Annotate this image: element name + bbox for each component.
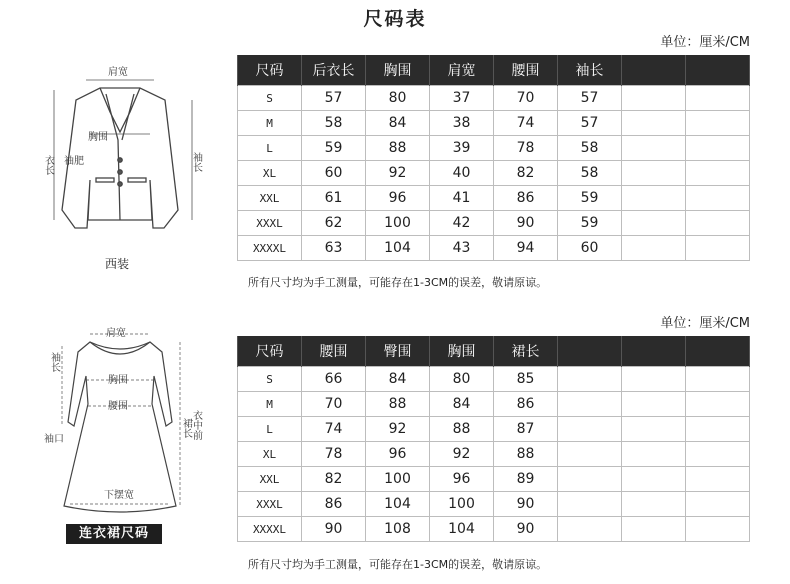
dress-waist-label: 腰围 [108, 401, 128, 412]
dress-hem-label: 下摆宽 [104, 490, 134, 501]
dress-caption: 连衣裙尺码 [66, 524, 162, 544]
dress-length-label: 裙长 [180, 418, 192, 438]
table-cell [558, 467, 622, 492]
table-cell: 90 [494, 517, 558, 542]
table-cell [686, 111, 750, 136]
measurement-note: 所有尺寸均为手工测量，可能存在1-3CM的误差，敬请原谅。 [248, 558, 548, 571]
table-cell: 63 [302, 236, 366, 261]
table-cell: 37 [430, 86, 494, 111]
table-cell: 86 [494, 392, 558, 417]
table-cell [622, 136, 686, 161]
table-cell [686, 392, 750, 417]
table-cell [622, 517, 686, 542]
table-cell: 88 [494, 442, 558, 467]
table-cell: 74 [302, 417, 366, 442]
table-cell: 84 [366, 367, 430, 392]
table-cell: 87 [494, 417, 558, 442]
table-cell: 57 [558, 111, 622, 136]
table-cell [558, 392, 622, 417]
table-cell: 60 [558, 236, 622, 261]
table-row [238, 136, 750, 161]
table-cell: 80 [366, 86, 430, 111]
size-cell: XXL [238, 467, 302, 492]
table-header-row [238, 55, 750, 86]
table-cell: 59 [558, 186, 622, 211]
table-cell: 59 [302, 136, 366, 161]
unit-label: 单位：厘米/CM [660, 316, 750, 331]
table-cell: 90 [302, 517, 366, 542]
dress-cuff-label: 袖口 [44, 434, 64, 445]
table-cell: 84 [366, 111, 430, 136]
table-cell: 104 [430, 517, 494, 542]
table-cell [558, 442, 622, 467]
table-cell: 88 [366, 392, 430, 417]
table-cell [558, 492, 622, 517]
table-cell: 88 [366, 136, 430, 161]
table-row [238, 236, 750, 261]
size-cell: S [238, 367, 302, 392]
table-cell: 82 [302, 467, 366, 492]
column-header: 腰围 [302, 336, 366, 367]
table-cell: 62 [302, 211, 366, 236]
table-cell [686, 442, 750, 467]
table-cell: 104 [366, 236, 430, 261]
table-cell [622, 86, 686, 111]
dress-chest-label: 胸围 [108, 375, 128, 386]
size-cell: XL [238, 442, 302, 467]
table-cell [622, 211, 686, 236]
column-header: 胸围 [430, 336, 494, 367]
size-cell: L [238, 417, 302, 442]
table-cell: 86 [302, 492, 366, 517]
dress-length2-label: 衣中前 [190, 410, 202, 440]
table-cell: 78 [494, 136, 558, 161]
size-cell: XL [238, 161, 302, 186]
table-cell: 84 [430, 392, 494, 417]
table-cell: 57 [558, 86, 622, 111]
size-cell: XXXL [238, 492, 302, 517]
table-cell [686, 517, 750, 542]
column-header: 袖长 [558, 55, 622, 86]
table-cell [622, 236, 686, 261]
table-cell: 104 [366, 492, 430, 517]
measurement-note: 所有尺寸均为手工测量，可能存在1-3CM的误差，敬请原谅。 [248, 276, 548, 289]
suit-sleeve-label: 袖长 [190, 152, 202, 172]
table-row [238, 367, 750, 392]
table-cell: 58 [302, 111, 366, 136]
table-row [238, 417, 750, 442]
size-cell: XXL [238, 186, 302, 211]
dress-size-table [237, 336, 750, 542]
table-cell: 96 [366, 186, 430, 211]
table-cell: 108 [366, 517, 430, 542]
column-header [622, 336, 686, 367]
dress-illustration [40, 326, 200, 521]
table-cell: 43 [430, 236, 494, 261]
table-cell: 94 [494, 236, 558, 261]
table-cell: 88 [430, 417, 494, 442]
column-header [686, 55, 750, 86]
table-cell: 90 [494, 492, 558, 517]
column-header: 尺码 [238, 55, 302, 86]
table-cell [686, 136, 750, 161]
table-cell: 96 [430, 467, 494, 492]
column-header: 尺码 [238, 336, 302, 367]
unit-label: 单位：厘米/CM [660, 35, 750, 50]
table-cell: 74 [494, 111, 558, 136]
table-cell: 42 [430, 211, 494, 236]
dress-shoulder-label: 肩宽 [106, 328, 126, 339]
table-cell: 100 [366, 467, 430, 492]
table-cell: 60 [302, 161, 366, 186]
table-cell: 92 [366, 161, 430, 186]
table-cell [622, 367, 686, 392]
table-cell [686, 186, 750, 211]
table-cell: 80 [430, 367, 494, 392]
table-cell [686, 86, 750, 111]
column-header [558, 336, 622, 367]
table-cell [686, 211, 750, 236]
table-cell: 39 [430, 136, 494, 161]
suit-caption: 西装 [105, 257, 130, 271]
table-cell: 96 [366, 442, 430, 467]
column-header [686, 336, 750, 367]
table-row [238, 392, 750, 417]
suit-chest-label: 胸围 [88, 132, 108, 143]
table-cell: 57 [302, 86, 366, 111]
table-cell: 66 [302, 367, 366, 392]
size-cell: M [238, 111, 302, 136]
column-header: 胸围 [366, 55, 430, 86]
table-cell [622, 392, 686, 417]
table-cell: 58 [558, 161, 622, 186]
table-cell [558, 417, 622, 442]
table-cell: 92 [430, 442, 494, 467]
table-cell: 59 [558, 211, 622, 236]
table-cell: 82 [494, 161, 558, 186]
table-cell [686, 417, 750, 442]
column-header [622, 55, 686, 86]
table-cell [686, 367, 750, 392]
table-row [238, 161, 750, 186]
table-cell [558, 367, 622, 392]
size-cell: S [238, 86, 302, 111]
table-cell: 86 [494, 186, 558, 211]
table-cell [622, 417, 686, 442]
column-header: 腰围 [494, 55, 558, 86]
table-row [238, 442, 750, 467]
table-cell: 78 [302, 442, 366, 467]
suit-size-table [237, 55, 750, 261]
table-cell [686, 236, 750, 261]
table-cell: 85 [494, 367, 558, 392]
table-cell [686, 492, 750, 517]
size-cell: XXXXL [238, 517, 302, 542]
table-cell [686, 161, 750, 186]
size-cell: XXXXL [238, 236, 302, 261]
table-cell: 40 [430, 161, 494, 186]
table-cell: 100 [430, 492, 494, 517]
table-cell [622, 442, 686, 467]
dress-sleeve-label: 袖长 [48, 352, 60, 372]
table-cell: 41 [430, 186, 494, 211]
table-cell: 58 [558, 136, 622, 161]
table-cell [622, 492, 686, 517]
page-title: 尺码表 [363, 8, 427, 30]
table-row [238, 186, 750, 211]
column-header: 肩宽 [430, 55, 494, 86]
table-cell [558, 517, 622, 542]
table-header-row [238, 336, 750, 367]
table-cell: 90 [494, 211, 558, 236]
table-cell: 61 [302, 186, 366, 211]
table-cell [622, 186, 686, 211]
table-row [238, 467, 750, 492]
table-cell: 92 [366, 417, 430, 442]
size-cell: M [238, 392, 302, 417]
suit-shoulder-label: 肩宽 [108, 67, 128, 78]
table-cell: 70 [494, 86, 558, 111]
table-row [238, 86, 750, 111]
table-row [238, 211, 750, 236]
table-cell: 100 [366, 211, 430, 236]
table-cell [686, 467, 750, 492]
table-cell: 70 [302, 392, 366, 417]
table-cell: 38 [430, 111, 494, 136]
table-cell [622, 111, 686, 136]
suit-sleeve-width-label: 袖肥 [64, 156, 84, 167]
size-cell: L [238, 136, 302, 161]
table-row [238, 492, 750, 517]
suit-illustration [40, 60, 210, 240]
column-header: 后衣长 [302, 55, 366, 86]
suit-length-label: 衣长 [42, 155, 54, 175]
table-cell [622, 161, 686, 186]
column-header: 臀围 [366, 336, 430, 367]
table-cell: 89 [494, 467, 558, 492]
column-header: 裙长 [494, 336, 558, 367]
table-row [238, 111, 750, 136]
table-row [238, 517, 750, 542]
size-cell: XXXL [238, 211, 302, 236]
table-cell [622, 467, 686, 492]
